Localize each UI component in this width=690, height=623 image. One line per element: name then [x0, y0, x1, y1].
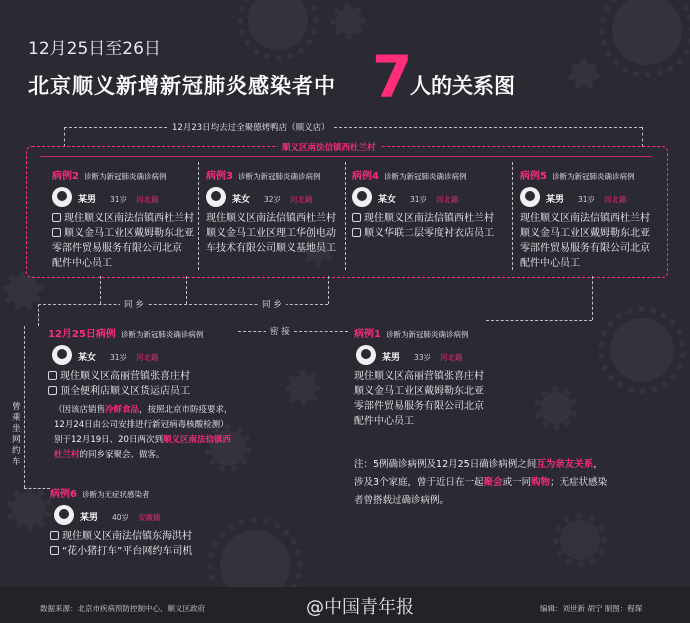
link-case5-case1	[592, 276, 593, 320]
test-reason: （因该店销售	[54, 405, 106, 415]
workplace-cont: 零部件贸易服务有限公司北京	[520, 243, 650, 254]
residence: 现住顺义区高丽营镇张喜庄村	[354, 371, 484, 382]
close-contact-label: 密 接	[266, 325, 294, 337]
work-icon	[50, 546, 59, 555]
workplace: 顺义金马工业区戴姆勒东北亚	[354, 386, 484, 397]
person: 某女	[78, 353, 97, 363]
person: 某女	[232, 195, 251, 205]
date-range: 12月25日至26日	[28, 39, 161, 59]
person: 某男	[546, 195, 565, 205]
case-label: 病例4	[352, 171, 379, 182]
ride-connector	[24, 488, 50, 489]
male-avatar-icon	[520, 187, 540, 207]
diagnosis: 诊断为新冠肺炎确诊病例	[238, 172, 321, 181]
case-card-2	[52, 164, 198, 271]
note-text: 涉及3个家庭，曾于近日在一起	[354, 477, 484, 488]
home-icon	[50, 531, 59, 540]
page-title: 北京顺义新增新冠肺炎感染者中	[28, 74, 336, 98]
origin: 河北籍	[136, 353, 159, 362]
note-text: 者曾搭载过确诊病例。	[354, 495, 450, 506]
ride-connector	[24, 326, 25, 488]
workplace-cont: 配件中心员工	[520, 258, 580, 269]
workplace-cont: 配件中心员工	[52, 258, 112, 269]
virus-decoration-icon	[540, 392, 572, 424]
credits: 编辑：刘世新 胡宁 制图：程琛	[540, 604, 643, 613]
workplace: 顶全便利店顺义区货运店员工	[60, 386, 190, 397]
age: 31岁	[110, 353, 128, 362]
ride-label: 曾乘坐网约车	[12, 402, 24, 468]
virus-decoration-icon	[610, 318, 674, 382]
virus-decoration-icon	[335, 8, 361, 34]
person: 某男	[78, 195, 97, 205]
note-text: 注：5例确诊病例及12月25日确诊病例之间	[354, 459, 537, 470]
case-divider	[198, 162, 199, 270]
case-divider	[512, 162, 513, 270]
diagnosis: 诊断为新冠肺炎确诊病例	[386, 330, 469, 339]
origin: 河北籍	[440, 353, 463, 362]
visit-note-cont: 的同乡家聚会、做客。	[79, 450, 165, 460]
case-card-1	[354, 322, 534, 429]
virus-decoration-icon	[612, 0, 682, 65]
case-label: 12月25日病例	[48, 329, 116, 340]
residence: 现住顺义区南法信镇东海洪村	[62, 531, 192, 542]
same-town-label-1: 同 乡	[120, 298, 148, 310]
store-link-right	[642, 127, 643, 147]
residence: 现住顺义区南法信镇西杜兰村	[520, 213, 650, 224]
home-icon	[352, 213, 361, 222]
data-source: 数据来源：北京市疾病预防控制中心、顺义区政府	[40, 604, 205, 613]
village-label: 顺义区南法信镇西杜兰村	[278, 141, 380, 153]
age: 32岁	[264, 195, 282, 204]
residence: 现住顺义区南法信镇西杜兰村	[364, 213, 494, 224]
age: 40岁	[112, 513, 130, 522]
case-label: 病例3	[206, 171, 233, 182]
age: 33岁	[414, 353, 432, 362]
age: 31岁	[578, 195, 596, 204]
diagnosis: 诊断为新冠肺炎确诊病例	[84, 172, 167, 181]
virus-decoration-icon	[290, 375, 316, 401]
page-title-suffix: 人的关系图	[410, 74, 515, 98]
workplace: 顺义金马工业区戴姆勒东北亚	[64, 228, 194, 239]
origin: 安徽籍	[138, 513, 161, 522]
diagnosis: 诊断为新冠肺炎确诊病例	[552, 172, 635, 181]
female-avatar-icon	[52, 345, 72, 365]
virus-decoration-icon	[8, 276, 38, 306]
age: 31岁	[110, 195, 128, 204]
note-highlight: 互为亲友关系	[536, 459, 594, 470]
workplace-cont: 车技术有限公司顺义基地员工	[206, 243, 336, 254]
same-town-connector	[100, 276, 101, 304]
virus-decoration-icon	[12, 492, 46, 526]
test-reason-cont: ，按照北京市防疫要求，	[139, 405, 233, 415]
workplace: 顺义金马工业区理工华创电动	[206, 228, 336, 239]
home-icon	[52, 213, 61, 222]
origin: 河北籍	[604, 195, 627, 204]
workplace-cont: 配件中心员工	[354, 416, 414, 427]
case-card-5	[520, 164, 666, 271]
origin: 河北籍	[136, 195, 159, 204]
case-card-3	[206, 164, 346, 256]
residence: 现住顺义区高丽营镇张喜庄村	[60, 371, 190, 382]
person: 某男	[80, 513, 99, 523]
store-link-left	[64, 127, 65, 147]
note-highlight: 聚会	[483, 477, 503, 488]
same-town-connector	[328, 276, 329, 304]
watermark: @中国青年报	[306, 597, 414, 618]
male-avatar-icon	[54, 505, 74, 525]
person: 某男	[382, 353, 401, 363]
residence: 现住顺义区南法信镇西杜兰村	[206, 213, 336, 224]
virus-decoration-icon	[248, 0, 308, 50]
workplace: “花小猪打车”平台网约车司机	[62, 546, 193, 557]
case-label: 病例2	[52, 171, 79, 182]
residence: 现住顺义区南法信镇西杜兰村	[64, 213, 194, 224]
diagnosis: 诊断为新冠肺炎确诊病例	[384, 172, 467, 181]
village-underline	[40, 156, 652, 157]
work-icon	[352, 228, 361, 237]
same-town-label-2: 同 乡	[258, 298, 286, 310]
origin: 河北籍	[436, 195, 459, 204]
link-case5-case1	[486, 320, 592, 321]
case-label: 病例5	[520, 171, 547, 182]
test-reason-highlight: 冷鲜食品	[105, 405, 140, 415]
home-icon	[48, 371, 57, 380]
case-card-dec25	[48, 322, 288, 463]
note-text: ，	[593, 459, 603, 470]
diagnosis: 诊断为新冠肺炎确诊病例	[120, 330, 204, 339]
store-visit-label: 12月23日均去过全聚德烤鸭店（顺义店）	[168, 121, 334, 133]
visit-place-cont: 杜兰村	[54, 450, 80, 460]
visit-note: 别于12月19日、20日两次到	[54, 435, 163, 445]
note-highlight: 购物	[531, 477, 551, 488]
origin: 河北籍	[290, 195, 313, 204]
workplace-cont: 零部件贸易服务有限公司北京	[354, 401, 484, 412]
workplace: 顺义金马工业区戴姆勒东北亚	[520, 228, 650, 239]
virus-decoration-icon	[572, 62, 596, 86]
visit-place: 顺义区南法信镇西	[162, 435, 231, 445]
note-text: 或一同	[502, 477, 532, 488]
male-avatar-icon	[356, 345, 376, 365]
person: 某女	[378, 195, 397, 205]
note-text: ；无症状感染	[550, 477, 608, 488]
male-avatar-icon	[52, 187, 72, 207]
diagnosis: 诊断为无症状感染者	[82, 490, 150, 499]
test-reason-cont: 12月24日由公司安排进行新冠病毒核酸检测）	[54, 420, 229, 430]
workplace: 顺义华联二层零度衬衣店员工	[364, 228, 494, 239]
case-card-4	[352, 164, 510, 241]
work-icon	[52, 228, 61, 237]
same-town-connector	[186, 276, 187, 304]
case-label: 病例6	[50, 489, 77, 500]
footer	[0, 587, 690, 623]
case-label: 病例1	[354, 329, 381, 340]
case-card-6	[50, 482, 250, 559]
work-icon	[48, 386, 57, 395]
workplace-cont: 零部件贸易服务有限公司北京	[52, 243, 182, 254]
case-count: 7	[372, 43, 413, 111]
age: 31岁	[410, 195, 428, 204]
female-avatar-icon	[206, 187, 226, 207]
female-avatar-icon	[352, 187, 372, 207]
same-town-drop	[38, 304, 39, 326]
virus-decoration-icon	[560, 520, 600, 560]
relationship-note	[354, 456, 654, 510]
store-link-line	[64, 127, 642, 128]
